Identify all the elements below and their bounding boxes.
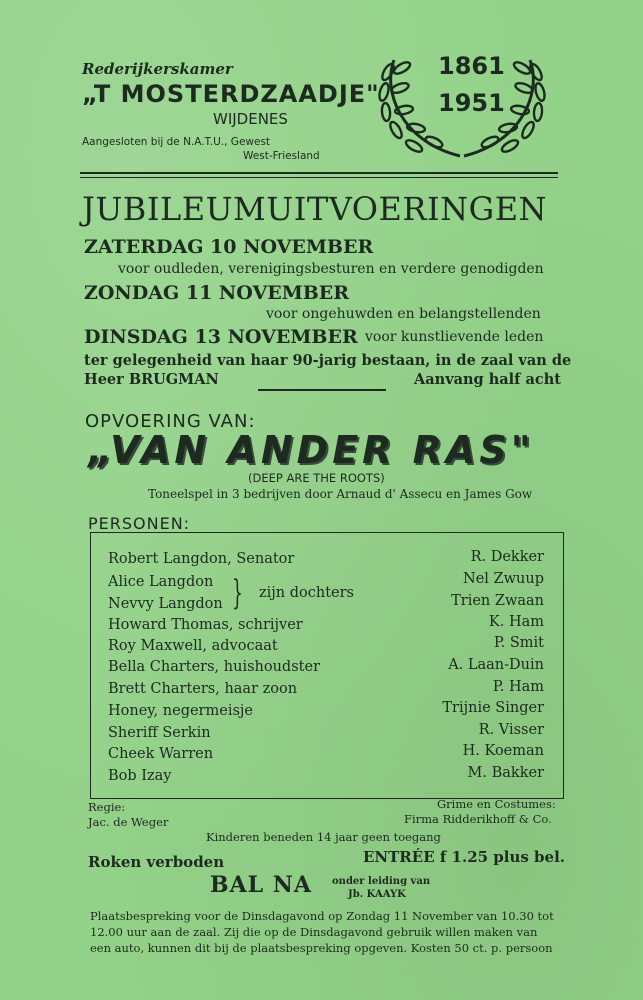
cast-role: Howard Thomas, schrijver [108, 617, 303, 633]
director-name: Jac. de Weger [88, 815, 169, 829]
cast-actor: H. Koeman [462, 743, 544, 759]
year-founded: 1861 [438, 52, 505, 80]
cast-actor: P. Ham [492, 679, 544, 695]
date-sunday: ZONDAG 11 NOVEMBER [84, 282, 350, 304]
cast-actor: R. Visser [478, 722, 544, 738]
page-title: JUBILEUMUITVOERINGEN [82, 190, 548, 228]
booking-line: Plaatsbespreking voor de Dinsdagavond op Zondag 11 November van 10.30 tot [90, 909, 554, 923]
dance-title: BAL NA [210, 872, 312, 898]
venue-divider [258, 389, 386, 391]
cast-role: Alice Langdon [108, 574, 214, 590]
cast-role: Bob Izay [108, 768, 172, 784]
daughters-note: zijn dochters [259, 585, 354, 601]
dance-lead-label: onder leiding van [332, 876, 431, 887]
date-tuesday-audience: voor kunstlievende leden [365, 329, 544, 345]
no-smoking-notice: Roken verboden [88, 853, 225, 871]
venue-text: Heer BRUGMAN [84, 371, 219, 388]
booking-line: een auto, kunnen dit bij de plaatsbespreking opgeven. Kosten 50 ct. p. persoon [90, 941, 553, 955]
cast-role: Robert Langdon, Senator [108, 551, 295, 567]
cast-role: Brett Charters, haar zoon [108, 681, 298, 697]
cast-actor: R. Dekker [470, 549, 544, 565]
cast-actor: A. Laan-Duin [448, 657, 544, 673]
booking-line: 12.00 uur aan de zaal. Zij die op de Dinsdagavond gebruik willen maken van [90, 925, 538, 939]
date-sunday-audience: voor ongehuwden en belangstellenden [266, 306, 541, 322]
club-town: WIJDENES [213, 110, 288, 128]
cast-actor: M. Bakker [467, 765, 544, 781]
costumes-name: Firma Ridderikhoff & Co. [404, 812, 552, 826]
cast-actor: K. Ham [488, 614, 544, 630]
date-tuesday: DINSDAG 13 NOVEMBER [84, 326, 358, 348]
start-time: Aanvang half acht [414, 371, 561, 388]
header-divider-thin [80, 177, 558, 178]
header-divider [80, 172, 558, 174]
club-type: Rederijkerskamer [82, 60, 233, 78]
dance-lead-name: Jb. KAAYK [348, 889, 406, 900]
cast-actor: Trien Zwaan [451, 593, 544, 609]
date-saturday: ZATERDAG 10 NOVEMBER [84, 236, 374, 258]
cast-actor: Trijnie Singer [442, 700, 544, 716]
year-jubilee: 1951 [438, 89, 505, 117]
play-credits: Toneelspel in 3 bedrijven door Arnaud d' Assecu en James Gow [148, 487, 533, 501]
costumes-label: Grime en Costumes: [437, 797, 556, 811]
play-original-title: (DEEP ARE THE ROOTS) [248, 471, 385, 485]
cast-heading: PERSONEN: [88, 514, 191, 533]
cast-role: Nevvy Langdon [108, 596, 223, 612]
cast-role: Bella Charters, huishoudster [108, 659, 320, 675]
occasion-text: ter gelegenheid van haar 90-jarig bestaan, in de zaal van de [84, 352, 572, 369]
cast-actor: Nel Zwuup [463, 571, 544, 587]
date-saturday-audience: voor oudleden, verenigingsbesturen en verdere genodigden [118, 261, 544, 277]
children-notice: Kinderen beneden 14 jaar geen toegang [206, 830, 441, 844]
entry-price: ENTRÉE f 1.25 plus bel. [363, 848, 566, 866]
cast-role: Sheriff Serkin [108, 725, 211, 741]
cast-role: Roy Maxwell, advocaat [108, 638, 278, 654]
club-region: West-Friesland [243, 150, 320, 162]
play-title: „VAN ANDER RAS" [88, 428, 535, 472]
club-name: „T MOSTERDZAADJE" [82, 80, 380, 108]
cast-actor: P. Smit [493, 635, 544, 651]
play-intro: OPVOERING VAN: [85, 411, 256, 432]
daughters-brace: } [232, 573, 243, 613]
director-label: Regie: [88, 800, 126, 814]
club-affiliation: Aangesloten bij de N.A.T.U., Gewest [82, 136, 271, 148]
cast-role: Cheek Warren [108, 746, 214, 762]
cast-role: Honey, negermeisje [108, 703, 253, 719]
